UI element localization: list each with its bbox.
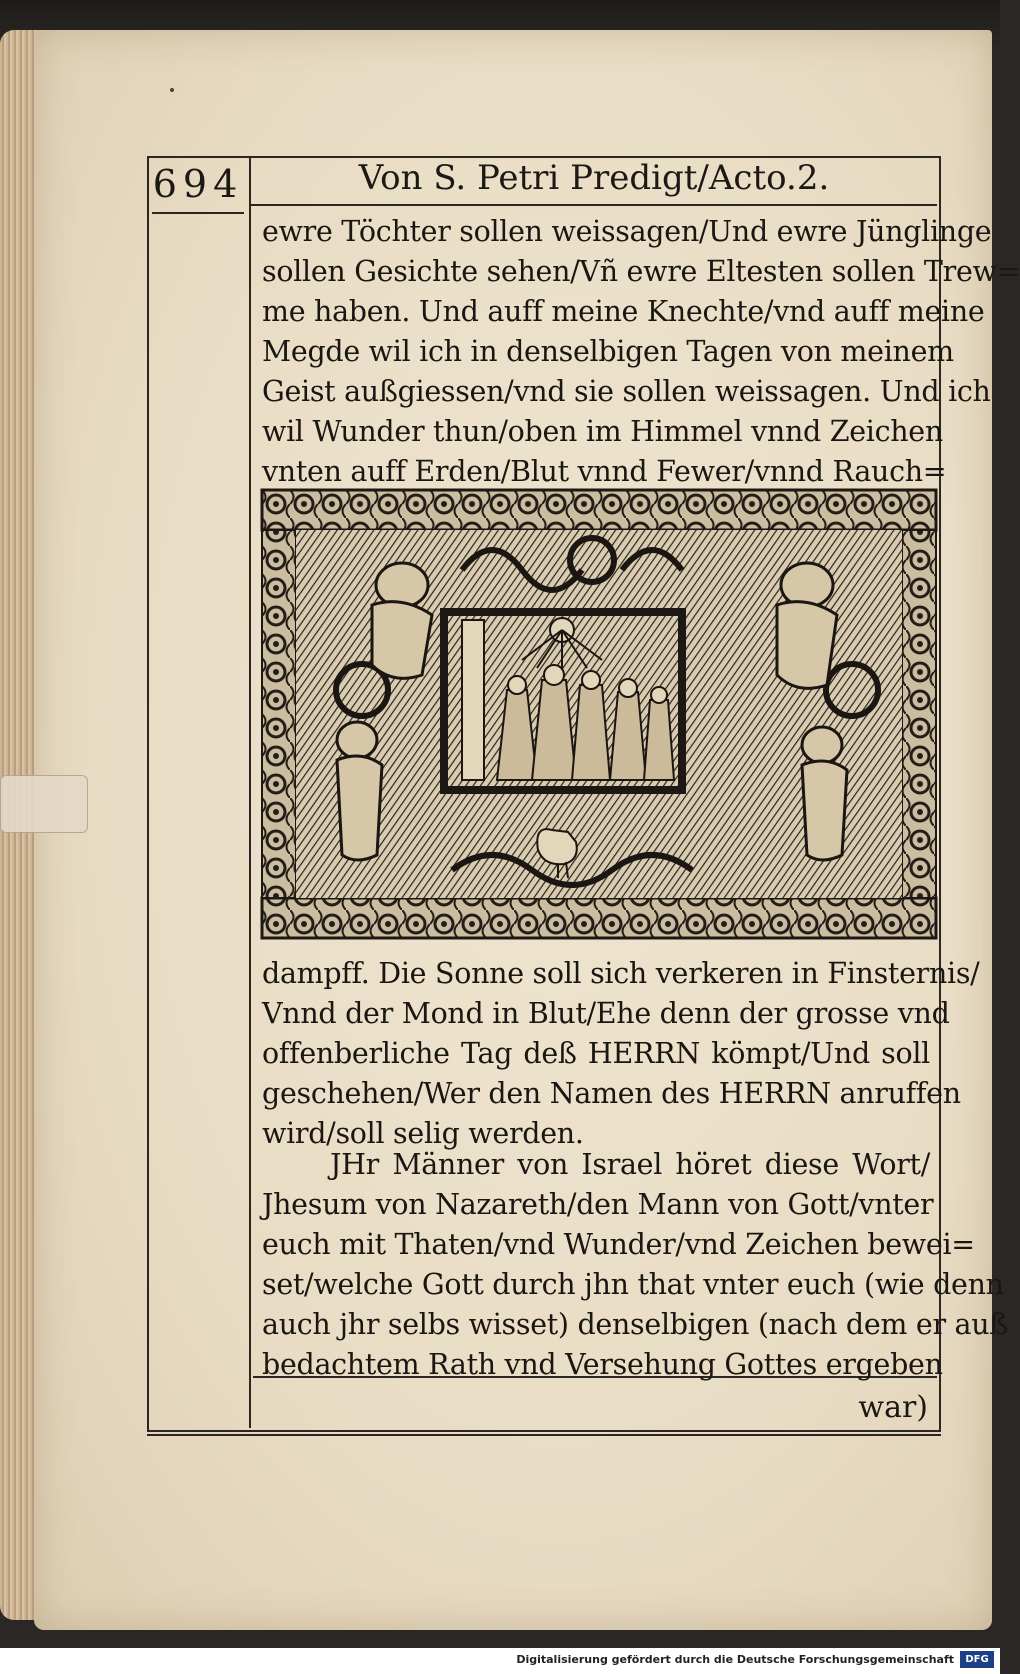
catchword: war) [858,1390,928,1425]
woodcut-illustration [262,490,936,938]
text-line: Vnnd der Mond in Blut/Ehe denn der grosse vnd [262,997,950,1030]
text-line: wil Wunder thun/oben im Himmel vnnd Zeichen [262,415,943,448]
frame-outer-rule [147,1434,941,1436]
dfg-logo: DFG [960,1651,994,1668]
page-number: 694 [152,162,244,206]
ink-speck [170,88,174,92]
text-block-before-woodcut [262,212,1020,492]
text-line: offenberliche Tag deß HERRN kömpt/Und soll [262,1037,930,1070]
text-line: vnten auff Erden/Blut vnnd Fewer/vnnd Rauch= [262,455,947,488]
running-head: Von S. Petri Predigt/Acto.2. [358,158,830,198]
text-line: set/welche Gott durch jhn that vnter euch (wie denn [262,1268,1004,1301]
text-line: sollen Gesichte sehen/Vñ ewre Eltesten sollen Trew= [262,255,1020,288]
text-line: dampff. Die Sonne soll sich verkeren in Finsternis/ [262,957,980,990]
text-block-after-woodcut [262,954,980,1154]
text-line: me haben. Und auff meine Knechte/vnd auff meine [262,295,985,328]
digitization-note: Digitalisierung gefördert durch die Deutsche Forschungsgemeinschaft [516,1653,954,1666]
text-line: euch mit Thaten/vnd Wunder/vnd Zeichen bewei= [262,1228,975,1261]
text-line: Jhesum von Nazareth/den Mann von Gott/vnter [262,1188,934,1221]
text-line: auch jhr selbs wisset) denselbigen (nach dem er auß [262,1308,1009,1341]
text-line: ewre Töchter sollen weissagen/Und ewre Jünglinge [262,215,992,248]
text-line: bedachtem Rath vnd Versehung Gottes ergeben [262,1348,943,1381]
text-line-indented: JHr Männer von Israel höret diese Wort/ [330,1148,930,1181]
text-line: wird/soll selig werden. [262,1117,584,1150]
text-line: Megde wil ich in denselbigen Tagen von meinem [262,335,954,368]
margin-column [147,156,251,1428]
page-number-rule [152,212,244,214]
text-line: geschehen/Wer den Namen des HERRN anruffen [262,1077,961,1110]
bookmark-tab [0,775,88,833]
text-line: Geist außgiessen/vnd sie sollen weissagen. Und ich [262,375,991,408]
header-rule [249,204,937,206]
paragraph-2 [262,1145,1009,1385]
